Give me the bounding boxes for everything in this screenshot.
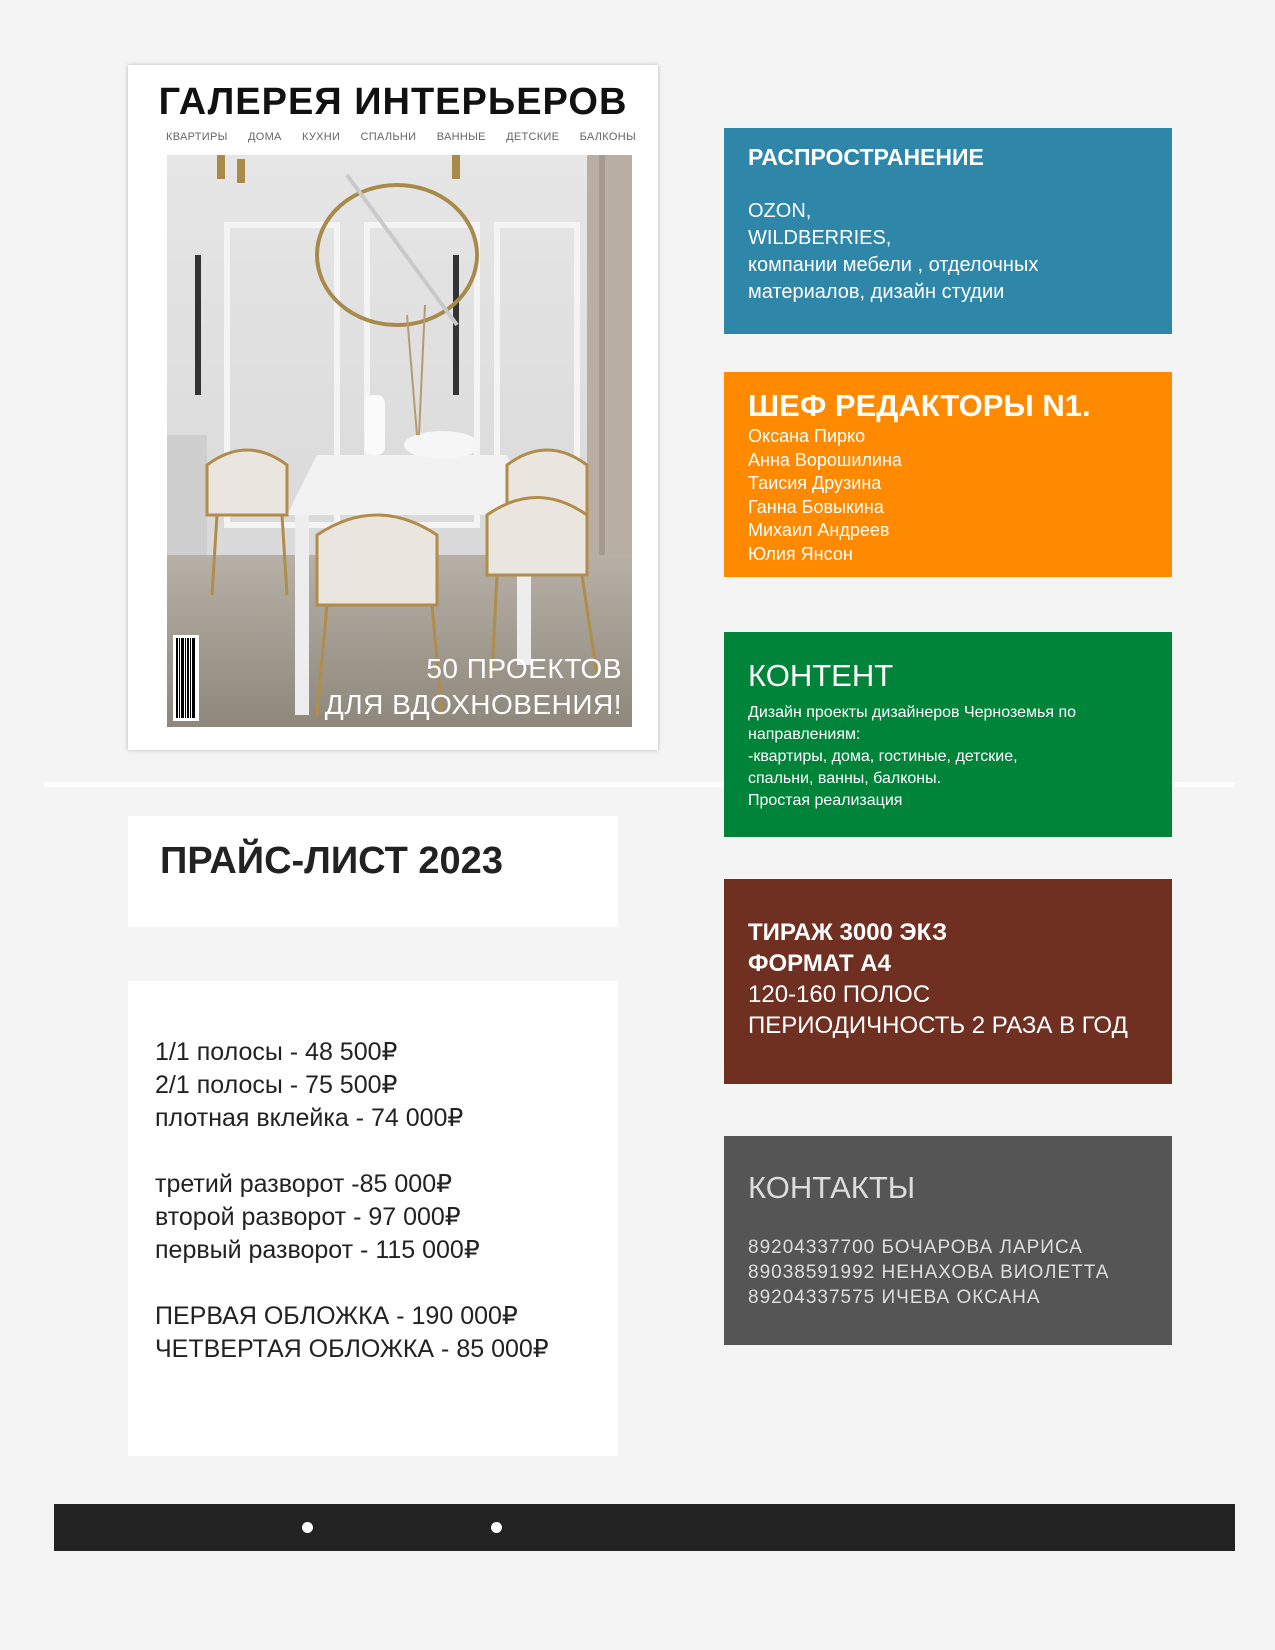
distribution-line: компании мебели , отделочных	[748, 254, 1039, 276]
contact-item[interactable]: 89204337700 БОЧАРОВА ЛАРИСА	[748, 1237, 1083, 1258]
cover-categories	[166, 131, 636, 143]
contacts-panel	[724, 1136, 1172, 1345]
editors-heading: ШЕФ РЕДАКТОРЫ N1.	[748, 388, 1091, 423]
footer-bar	[54, 1504, 1235, 1551]
magazine-cover	[128, 65, 658, 750]
price-item: ПЕРВАЯ ОБЛОЖКА - 190 000₽	[155, 1302, 518, 1330]
price-item: ЧЕТВЕРТАЯ ОБЛОЖКА - 85 000₽	[155, 1335, 549, 1363]
cover-category: ВАННЫЕ	[436, 131, 486, 143]
editor-name: Оксана Пирко	[748, 426, 866, 446]
editor-name: Анна Ворошилина	[748, 449, 902, 470]
cover-category: ДОМА	[247, 131, 282, 143]
content-line: -квартиры, дома, гостиные, детские,	[748, 748, 1018, 765]
cover-category: ДЕТСКИЕ	[506, 131, 560, 143]
distribution-panel	[724, 128, 1172, 334]
distribution-body	[748, 198, 1038, 306]
price-heading: ПРАЙС-ЛИСТ 2023	[160, 840, 503, 882]
price-item: плотная вклейка - 74 000₽	[155, 1104, 464, 1132]
cover-headline-line: 50 ПРОЕКТОВ	[426, 653, 622, 684]
price-group-covers	[155, 1300, 549, 1366]
editor-name: Юлия Янсон	[748, 543, 853, 564]
price-item: 2/1 полосы - 75 500₽	[155, 1071, 398, 1099]
distribution-line: OZON,	[748, 200, 812, 222]
content-body	[748, 702, 1168, 812]
cover-category: БАЛКОНЫ	[579, 131, 636, 143]
content-line: спальни, ванны, балконы.	[748, 770, 942, 787]
price-group-pages	[155, 1036, 463, 1135]
footer-dot	[302, 1522, 313, 1533]
format: ФОРМАТ А4	[748, 950, 891, 977]
cover-category: СПАЛЬНИ	[360, 131, 417, 143]
editor-name: Таисия Друзина	[748, 473, 882, 493]
cover-title: ГАЛЕРЕЯ ИНТЕРЬЕРОВ	[158, 81, 628, 123]
content-line: Дизайн проекты дизайнеров Черноземья по	[748, 704, 1077, 721]
editor-name: Михаил Андреев	[748, 520, 890, 540]
page-count: 120-160 ПОЛОС	[748, 981, 931, 1008]
editors-list	[748, 425, 902, 566]
content-heading: КОНТЕНТ	[748, 658, 894, 693]
barcode	[173, 635, 199, 721]
price-item: 1/1 полосы - 48 500₽	[155, 1038, 398, 1066]
print-specs-panel	[724, 879, 1172, 1084]
contacts-heading: КОНТАКТЫ	[748, 1170, 916, 1205]
editors-panel	[724, 372, 1172, 577]
cover-headline-line: ДЛЯ ВДОХНОВЕНИЯ!	[324, 689, 622, 720]
footer-dot	[491, 1522, 502, 1533]
circulation: ТИРАЖ 3000 ЭКЗ	[748, 919, 948, 946]
editor-name: Ганна Бовыкина	[748, 496, 884, 517]
content-line: направлениям:	[748, 726, 861, 743]
cover-category: КВАРТИРЫ	[166, 131, 228, 143]
distribution-heading: РАСПРОСТРАНЕНИЕ	[748, 144, 984, 170]
cover-category: КУХНИ	[302, 131, 341, 143]
cover-headline	[325, 651, 622, 723]
content-line: Простая реализация	[748, 792, 903, 809]
frequency: ПЕРИОДИЧНОСТЬ 2 РАЗА В ГОД	[748, 1012, 1128, 1039]
price-item: второй разворот - 97 000₽	[155, 1203, 461, 1231]
price-list	[128, 981, 618, 1456]
contacts-list	[748, 1235, 1109, 1310]
cover-photo	[167, 155, 632, 727]
contact-item[interactable]: 89204337575 ИЧЕВА ОКСАНА	[748, 1287, 1041, 1308]
content-panel	[724, 632, 1172, 837]
contact-item[interactable]: 89038591992 НЕНАХОВА ВИОЛЕТТА	[748, 1262, 1110, 1283]
price-item: третий разворот -85 000₽	[155, 1170, 452, 1198]
distribution-line: материалов, дизайн студии	[748, 281, 1005, 303]
price-heading-box	[128, 816, 618, 927]
price-item: первый разворот - 115 000₽	[155, 1236, 480, 1264]
print-specs-body	[748, 917, 1128, 1041]
distribution-line: WILDBERRIES,	[748, 227, 892, 249]
price-group-spreads	[155, 1168, 480, 1267]
dining-room-illustration	[167, 155, 632, 727]
